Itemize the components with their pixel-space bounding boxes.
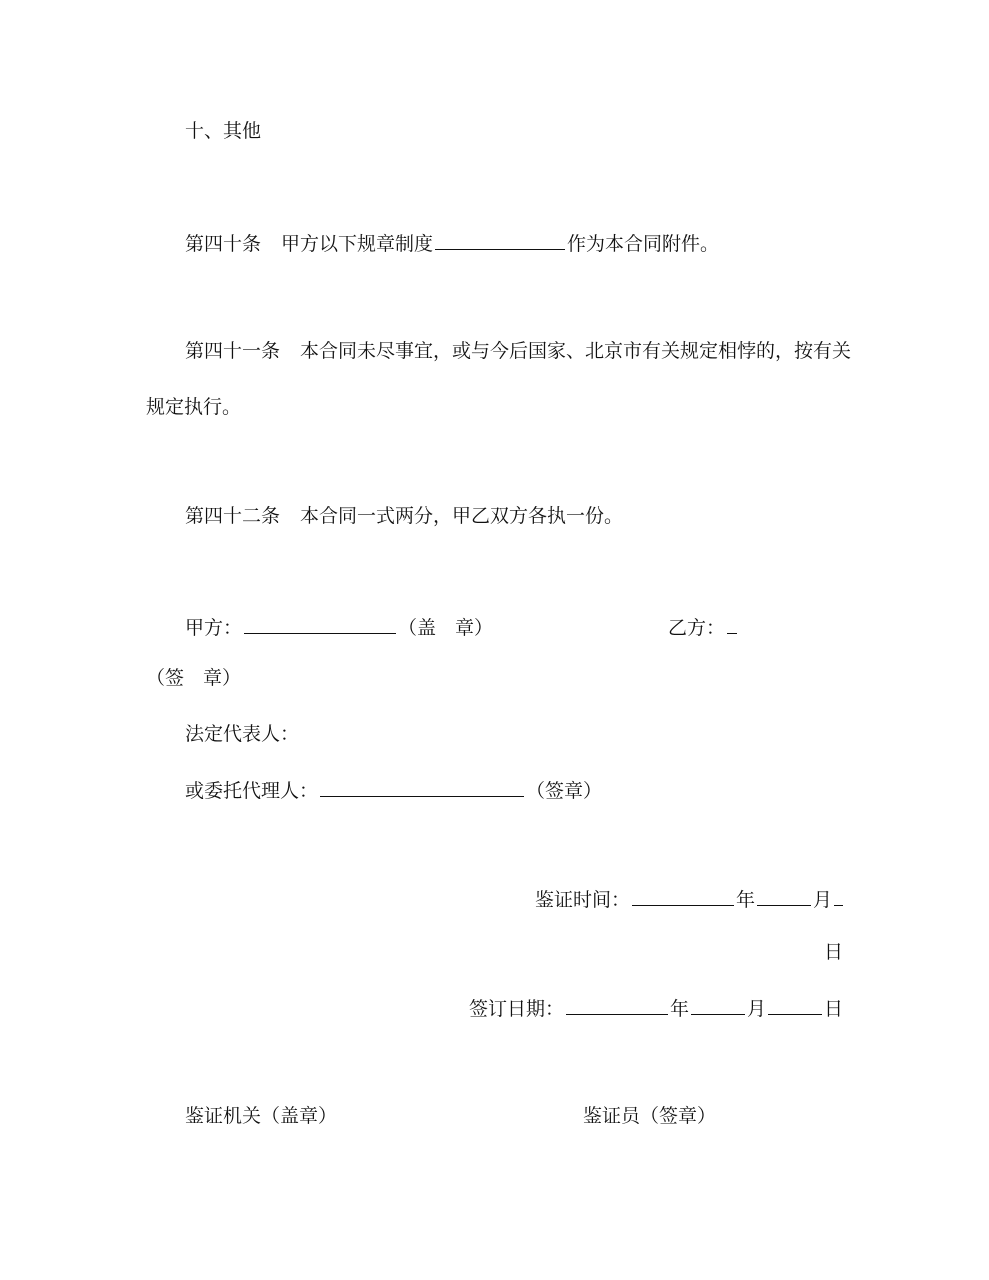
signing-month-label: 月 — [746, 998, 766, 1020]
verification-officer: 鉴证员（签章） — [583, 1105, 717, 1127]
article-42-text: 本合同一式两分，甲乙双方各执一份。 — [300, 505, 624, 527]
party-b-label: 乙方： — [668, 617, 726, 639]
article-40-label: 第四十条 — [185, 233, 262, 255]
party-a-label: 甲方： — [185, 617, 243, 639]
signing-day-label: 日 — [823, 998, 843, 1020]
verification-time-label: 鉴证时间： — [535, 889, 631, 911]
verification-time-line — [535, 888, 845, 910]
agent-sign: （签章） — [526, 780, 603, 802]
article-42-label: 第四十二条 — [185, 505, 281, 527]
party-b-line — [668, 616, 739, 638]
signing-day-blank[interactable] — [768, 997, 822, 1015]
party-a-seal: （盖 章） — [398, 617, 494, 639]
signing-year-blank[interactable] — [566, 997, 668, 1015]
party-a-blank[interactable] — [244, 616, 396, 634]
article-41-text: 本合同未尽事宜，或与今后国家、北京市有关规定相悖的，按有关 — [300, 340, 852, 362]
article-40 — [185, 232, 719, 254]
verification-authority: 鉴证机关（盖章） — [185, 1105, 338, 1127]
attachment-blank[interactable] — [435, 232, 565, 250]
agent-line — [185, 779, 602, 801]
signing-month-blank[interactable] — [691, 997, 745, 1015]
article-42 — [185, 507, 623, 526]
verification-day-blank[interactable] — [834, 888, 843, 906]
article-40-text-after: 作为本合同附件。 — [567, 233, 720, 255]
legal-representative-label: 法定代表人： — [185, 723, 300, 745]
verification-month-blank[interactable] — [757, 888, 811, 906]
party-b-seal: （签 章） — [146, 667, 242, 689]
article-41-continuation: 规定执行。 — [146, 396, 242, 418]
article-41 — [185, 342, 851, 361]
agent-label: 或委托代理人： — [185, 780, 319, 802]
verification-year-label: 年 — [736, 889, 756, 911]
signing-date-line — [469, 997, 843, 1019]
section-heading: 十、其他 — [185, 120, 262, 142]
signing-year-label: 年 — [669, 998, 689, 1020]
signing-date-label: 签订日期： — [468, 998, 564, 1020]
agent-blank[interactable] — [320, 779, 524, 797]
article-40-text-before: 甲方以下规章制度 — [281, 233, 434, 255]
party-b-blank[interactable] — [727, 616, 737, 634]
verification-day-label: 日 — [823, 941, 843, 963]
article-41-label: 第四十一条 — [185, 340, 281, 362]
verification-year-blank[interactable] — [632, 888, 734, 906]
verification-month-label: 月 — [813, 889, 833, 911]
party-a-line — [185, 616, 493, 638]
